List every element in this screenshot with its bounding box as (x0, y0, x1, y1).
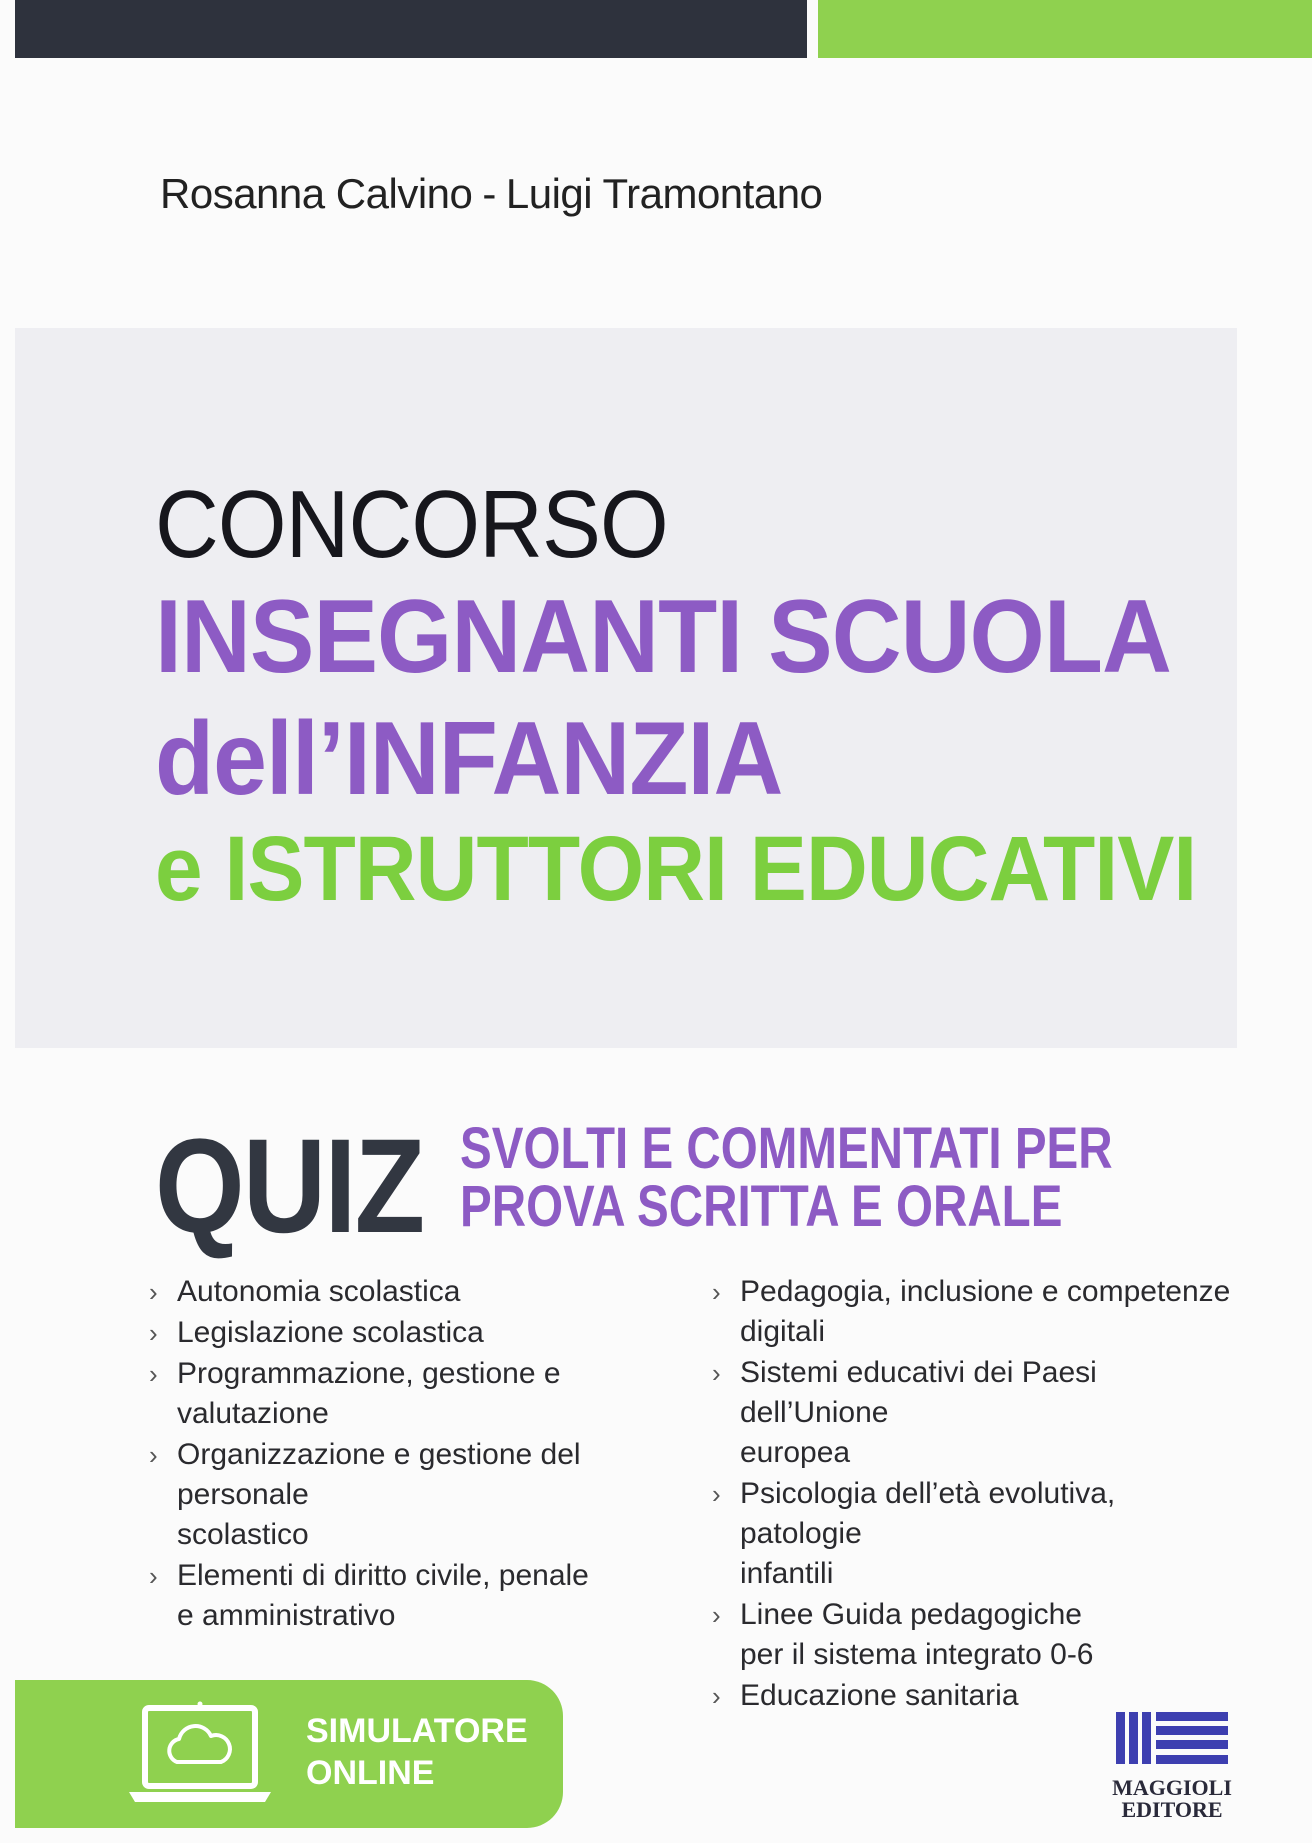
bullet-icon: › (712, 1277, 721, 1307)
topic-text: Programmazione, gestione e valutazione (177, 1357, 561, 1430)
topic-item (149, 1313, 697, 1353)
bullet-icon: › (712, 1681, 721, 1711)
title-line-4: e ISTRUTTORI EDUCATIVI (155, 818, 1197, 920)
quiz-subtitle-line-2: PROVA SCRITTA E ORALE (460, 1174, 1063, 1239)
quiz-subtitle (460, 1116, 1113, 1239)
topic-text: scolastico (177, 1518, 309, 1551)
topic-item (149, 1435, 697, 1555)
title-line-3: dell’INFANZIA (155, 701, 783, 817)
simulator-line-2: ONLINE (306, 1754, 435, 1792)
bullet-icon: › (712, 1479, 721, 1509)
topic-item (149, 1272, 697, 1312)
simulator-line-1: SIMULATORE (306, 1712, 528, 1750)
bullet-icon: › (149, 1440, 158, 1470)
topic-text: Linee Guida pedagogiche (740, 1598, 1082, 1631)
topic-item (712, 1272, 1240, 1352)
topic-item (149, 1556, 697, 1636)
topic-text: Autonomia scolastica (177, 1275, 461, 1308)
bullet-icon: › (712, 1358, 721, 1388)
topic-text: per il sistema integrato 0-6 (740, 1638, 1094, 1671)
topics-list-right (712, 1272, 1240, 1717)
publisher-line-1: MAGGIOLI (1112, 1775, 1232, 1800)
bullet-icon: › (149, 1318, 158, 1348)
bullet-icon: › (149, 1561, 158, 1591)
quiz-word: QUIZ (155, 1112, 424, 1261)
laptop-cloud-icon (125, 1700, 275, 1810)
topic-text: Elementi di diritto civile, penale (177, 1559, 589, 1592)
topic-item (712, 1595, 1240, 1675)
topic-text: Sistemi educativi dei Paesi dell’Unione (740, 1356, 1097, 1429)
topic-text: Pedagogia, inclusione e competenze (740, 1275, 1231, 1308)
bullet-icon: › (712, 1600, 721, 1630)
topic-text: Educazione sanitaria (740, 1679, 1019, 1712)
topic-item (712, 1474, 1240, 1594)
topic-text: europea (740, 1436, 851, 1469)
topic-item (149, 1354, 697, 1434)
simulator-text (306, 1710, 528, 1794)
bullet-icon: › (149, 1277, 158, 1307)
author-first: Rosanna Calvino (160, 170, 473, 217)
author-second: Luigi Tramontano (505, 170, 823, 217)
top-band-dark (15, 0, 807, 58)
topic-item (712, 1353, 1240, 1473)
authors (160, 170, 822, 218)
bullet-icon: › (149, 1359, 158, 1389)
topics-list-left (149, 1272, 697, 1637)
quiz-subtitle-line-1: SVOLTI E COMMENTATI PER (460, 1116, 1113, 1181)
topic-text: digitali (740, 1315, 826, 1348)
author-separator: - (482, 170, 496, 217)
topic-text: infantili (740, 1557, 834, 1590)
top-band-green (818, 0, 1312, 58)
topic-text: Psicologia dell’età evolutiva, patologie (740, 1477, 1116, 1550)
topic-text: Organizzazione e gestione del personale (177, 1438, 581, 1511)
title-line-1: CONCORSO (155, 471, 668, 578)
topic-text: Legislazione scolastica (177, 1316, 484, 1349)
publisher-line-2: EDITORE (1121, 1797, 1223, 1822)
maggioli-logo-icon (1112, 1710, 1232, 1766)
publisher-logo (1112, 1710, 1232, 1821)
title-line-2: INSEGNANTI SCUOLA (155, 579, 1171, 695)
topic-text: e amministrativo (177, 1599, 396, 1632)
